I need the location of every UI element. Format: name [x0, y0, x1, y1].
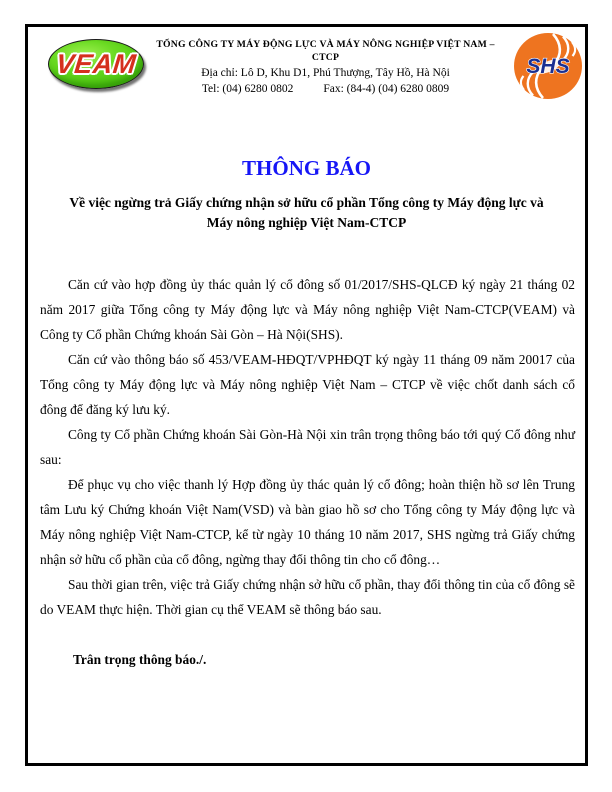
- shs-logo-icon: [513, 32, 583, 100]
- veam-logo-text: VEAM: [54, 48, 138, 79]
- paragraph-1: Căn cứ vào hợp đồng ủy thác quản lý cổ đông số 01/2017/SHS-QLCĐ ký ngày 21 tháng 02 năm 2017 giữa Tổng công ty Máy động lực và Máy nông nghiệp Việt Nam-CTCP(VEAM) và Công ty Cổ phần Chứng khoán Sài Gòn – Hà Nội(SHS).: [40, 277, 575, 342]
- letterhead-text-block: [148, 38, 503, 97]
- company-tel: Tel: (04) 6280 0802: [201, 82, 294, 95]
- company-telfax: [148, 82, 503, 98]
- letterhead: [28, 27, 585, 107]
- page-border-frame: [25, 24, 588, 766]
- company-address: Địa chỉ: Lô D, Khu D1, Phú Thượng, Tây Hồ, Hà Nội: [201, 67, 450, 79]
- document-title: THÔNG BÁO: [242, 156, 371, 180]
- document-body: [40, 272, 575, 672]
- paragraph-5: Sau thời gian trên, việc trả Giấy chứng nhận sở hữu cổ phần, thay đổi thông tin của cổ đông sẽ do VEAM thực hiện. Thời gian cụ thể VEAM sẽ thông báo sau.: [40, 577, 575, 617]
- paragraph-3: Công ty Cổ phần Chứng khoán Sài Gòn-Hà Nội xin trân trọng thông báo tới quý Cổ đông như sau:: [40, 427, 575, 467]
- veam-logo: [48, 39, 144, 89]
- document-subtitle: Về việc ngừng trả Giấy chứng nhận sở hữu cổ phần Tổng công ty Máy động lực và Máy nông nghiệp Việt Nam-CTCP: [69, 195, 544, 230]
- paragraph-4: Để phục vụ cho việc thanh lý Hợp đồng ủy thác quản lý cổ đông; hoàn thiện hồ sơ lên Trung tâm Lưu ký Chứng khoán Việt Nam(VSD) và bàn giao hồ sơ cho Tổng công ty Máy động lực và Máy nông nghiệp Việt Nam-CTCP, kể từ ngày 10 tháng 10 năm 2017, SHS ngừng trả Giấy chứng nhận sở hữu cổ phần của cổ đông, ngừng thay đổi thông tin cho cổ đông…: [40, 477, 575, 567]
- paragraph-2: Căn cứ vào thông báo số 453/VEAM-HĐQT/VPHĐQT ký ngày 11 tháng 09 năm 20017 của Tổng công ty Máy động lực và Máy nông nghiệp Việt Nam – CTCP về việc chốt danh sách cổ đông để đăng ký lưu ký.: [40, 352, 575, 417]
- closing-line: Trân trọng thông báo./.: [73, 652, 207, 667]
- company-fax: Fax: (84-4) (04) 6280 0809: [323, 82, 450, 95]
- company-name: TỔNG CÔNG TY MÁY ĐỘNG LỰC VÀ MÁY NÔNG NGHIỆP VIỆT NAM – CTCP: [156, 39, 495, 63]
- shs-logo: [513, 32, 583, 100]
- shs-logo-text: SHS: [526, 55, 570, 78]
